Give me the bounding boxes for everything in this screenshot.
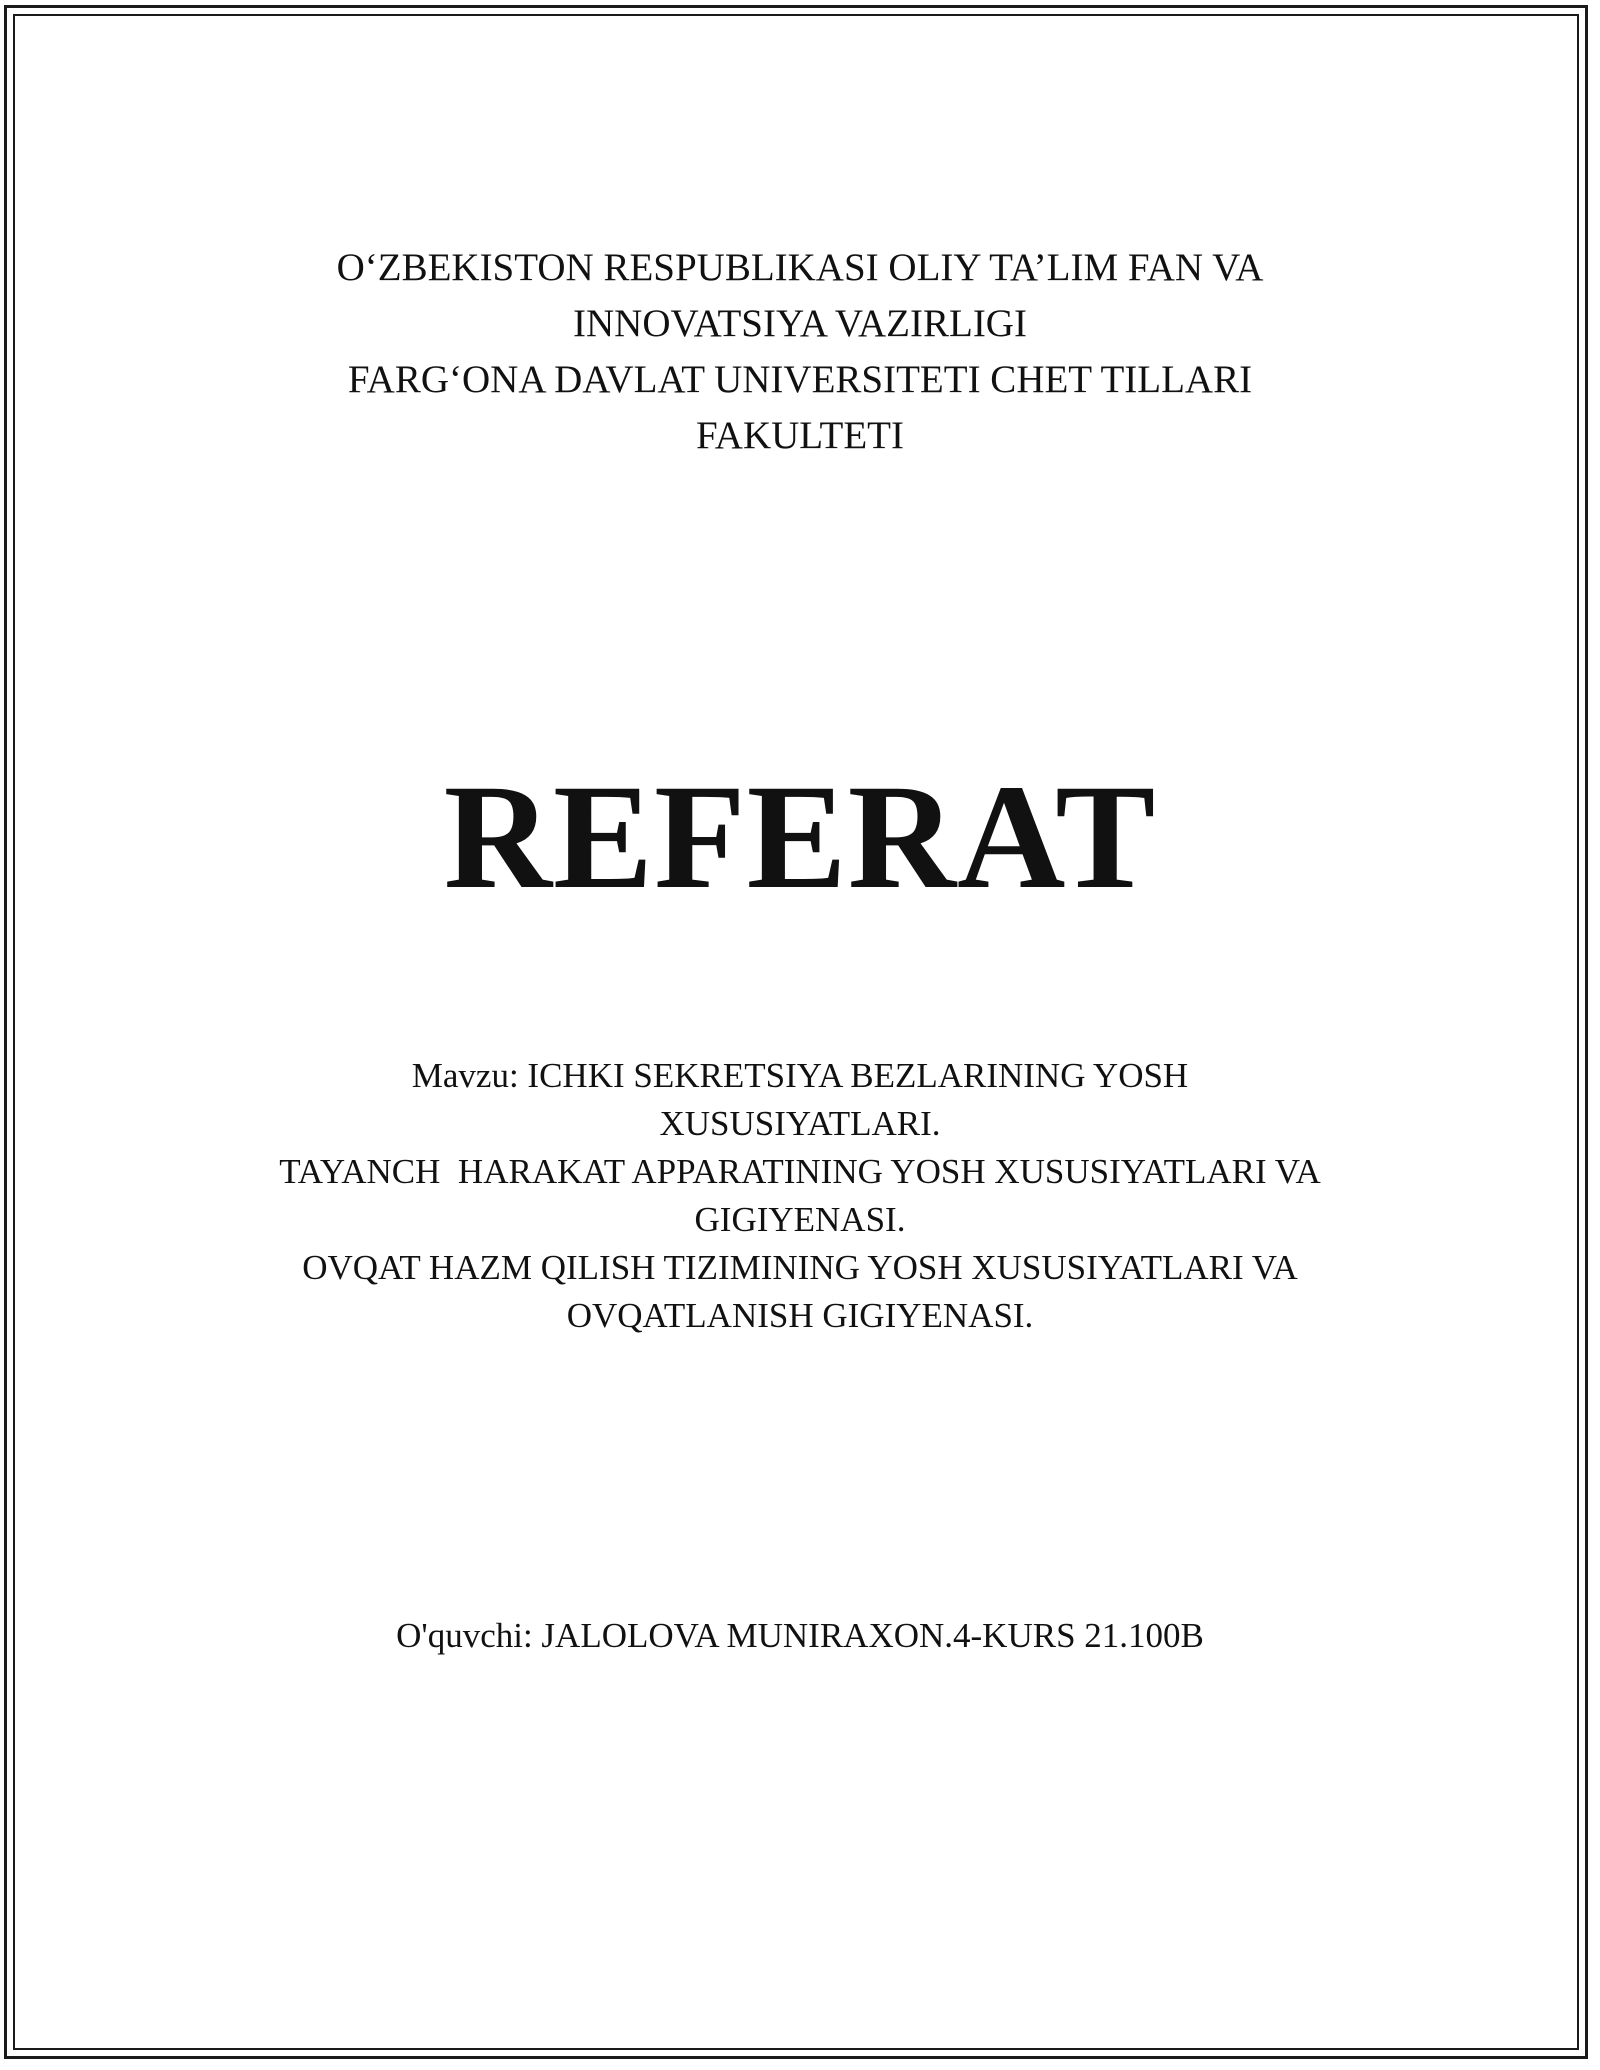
topic-section <box>0 1052 1600 1340</box>
header-line: FAKULTETI <box>696 414 904 457</box>
topic-line: OVQATLANISH GIGIYENASI. <box>566 1296 1034 1335</box>
topic-line: OVQAT HAZM QILISH TIZIMINING YOSH XUSUSIYATLARI VA <box>302 1248 1298 1287</box>
header-line: INNOVATSIYA VAZIRLIGI <box>573 302 1027 345</box>
student-info: O'quvchi: JALOLOVA MUNIRAXON.4-KURS 21.100B <box>396 1616 1204 1655</box>
topic-line: GIGIYENASI. <box>694 1200 906 1239</box>
document-title: REFERAT <box>443 754 1157 920</box>
header-line: FARG‘ONA DAVLAT UNIVERSITETI CHET TILLARI <box>347 358 1253 401</box>
topic-line: XUSUSIYATLARI. <box>659 1104 941 1143</box>
institution-header <box>0 240 1600 464</box>
header-line: O‘ZBEKISTON RESPUBLIKASI OLIY TA’LIM FAN VA <box>336 246 1264 289</box>
topic-line: Mavzu: ICHKI SEKRETSIYA BEZLARINING YOSH <box>411 1056 1189 1095</box>
topic-line: TAYANCH HARAKAT APPARATINING YOSH XUSUSIYATLARI VA <box>279 1152 1321 1191</box>
